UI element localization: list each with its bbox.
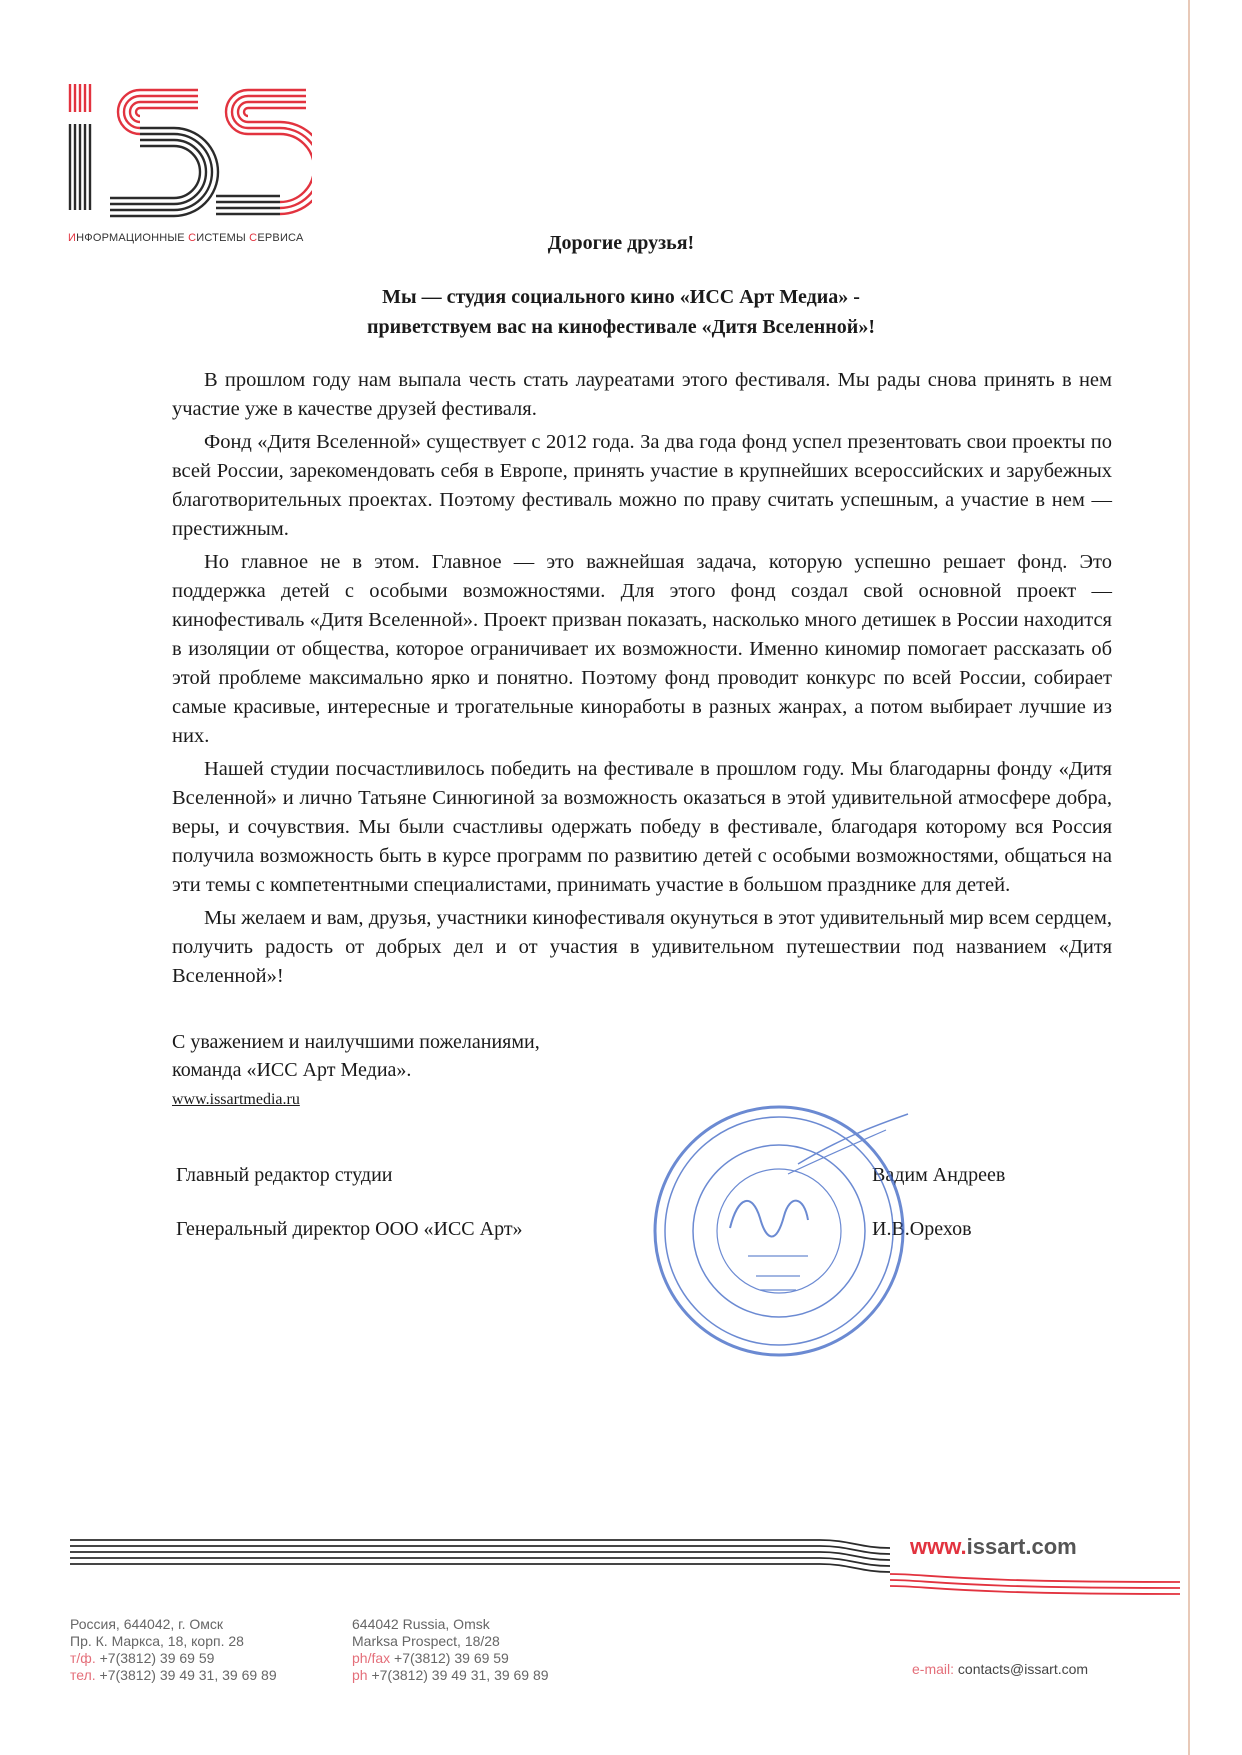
footer-website-prefix: www. bbox=[910, 1534, 967, 1559]
page-edge-line bbox=[1188, 0, 1190, 1755]
body-paragraph: Мы желаем и вам, друзья, участники кинофестиваля окунуться в этот удивительный мир всем сердцем, получить радость от добрых дел и от участия в удивительном путешествии под названием «Дитя Вселенной»! bbox=[172, 907, 1112, 987]
email-label: e-mail: bbox=[912, 1661, 955, 1677]
address-line: ph/fax +7(3812) 39 69 59 bbox=[352, 1650, 509, 1666]
company-logo bbox=[66, 84, 312, 254]
email-address: contacts@issart.com bbox=[954, 1661, 1089, 1677]
letter-body bbox=[172, 366, 1112, 995]
signature-name-editor: Вадим Андреев bbox=[872, 1164, 1006, 1186]
website-link[interactable]: www.issartmedia.ru bbox=[172, 1091, 300, 1108]
headline-line: приветствуем вас на кинофестивале «Дитя Вселенной»! bbox=[367, 316, 875, 338]
address-line: 644042 Russia, Omsk bbox=[352, 1616, 490, 1632]
letter-headline bbox=[0, 282, 1242, 342]
address-line: Пр. К. Маркса, 18, корп. 28 bbox=[70, 1633, 244, 1649]
address-line: Россия, 644042, г. Омск bbox=[70, 1616, 224, 1632]
logo-caption-letter: И bbox=[68, 232, 77, 244]
headline-line: Мы — студия социального кино «ИСС Арт Медиа» - bbox=[382, 286, 860, 308]
address-line: ph +7(3812) 39 49 31, 39 69 89 bbox=[352, 1667, 549, 1683]
signature-title-director: Генеральный директор ООО «ИСС Арт» bbox=[176, 1218, 523, 1240]
address-line: Marksa Prospect, 18/28 bbox=[352, 1633, 500, 1649]
address-line: т/ф. +7(3812) 39 69 59 bbox=[70, 1650, 215, 1666]
signature-title-editor: Главный редактор студии bbox=[176, 1164, 393, 1186]
logo-caption-word: ИСТЕМЫ bbox=[196, 232, 250, 244]
body-paragraph: Фонд «Дитя Вселенной» существует с 2012 года. За два года фонд успел презентовать свои проекты по всей России, зарекомендовать себя в Европе, принять участие в крупнейших всероссийских и зарубежных благотворительных проектах. Поэтому фестиваль можно по праву считать успешным, а участие в нем — престижным. bbox=[172, 431, 1112, 540]
body-paragraph: Но главное не в этом. Главное — это важнейшая задача, которую успешно решает фонд. Это поддержка детей с особыми возможностями. Для этого фонд создал свой основной проект — кинофестиваль «Дитя Вселенной». Проект призван показать, насколько много детишек в России находится в изоляции от общества, которое ограничивает их возможности. Именно киномир помогает рассказать об этой проблеме максимально ярко и понятно. Поэтому фонд проводит конкурс по всей России, собирает самые красивые, интересные и трогательные киноработы в разных жанрах, а потом выбирает лучшие из них. bbox=[172, 551, 1112, 747]
footer-address-ru bbox=[70, 1616, 277, 1684]
footer-address-en bbox=[352, 1616, 549, 1684]
footer-website-domain: issart.com bbox=[966, 1534, 1077, 1559]
logo-caption-word: ЕРВИСА bbox=[257, 232, 304, 244]
footer-website[interactable] bbox=[910, 1534, 1077, 1560]
logo-caption-letter: С bbox=[188, 232, 197, 244]
logo-caption-word: НФОРМАЦИОННЫЕ bbox=[76, 232, 189, 244]
signature-name-director: И.В.Орехов bbox=[872, 1218, 972, 1240]
body-paragraph: В прошлом году нам выпала честь стать лауреатами этого фестиваля. Мы рады снова принять в нем участие уже в качестве друзей фестиваля. bbox=[172, 369, 1112, 420]
logo-caption-letter: С bbox=[249, 232, 258, 244]
closing-line: команда «ИСС Арт Медиа». bbox=[172, 1059, 412, 1081]
body-paragraph: Нашей студии посчастливилось победить на фестивале в прошлом году. Мы благодарны фонду «Дитя Вселенной» и лично Татьяне Синюгиной за возможность оказаться в этой удивительной атмосфере добра, веры, и сочувствия. Мы были счастливы одержать победу в фестивале, благодаря которому вся Россия получила возможность быть в курсе программ по развитию детей с особыми возможностями, общаться на эти темы с компетентными специалистами, принимать участие в большом празднике для детей. bbox=[172, 758, 1112, 896]
company-stamp bbox=[648, 1100, 910, 1362]
footer-email[interactable] bbox=[912, 1661, 1088, 1677]
closing-line: С уважением и наилучшими пожеланиями, bbox=[172, 1031, 540, 1053]
address-line: тел. +7(3812) 39 49 31, 39 69 89 bbox=[70, 1667, 277, 1683]
iss-logo-mark bbox=[66, 84, 312, 224]
letter-closing bbox=[172, 1028, 540, 1114]
letter-greeting: Дорогие друзья! bbox=[547, 232, 695, 254]
